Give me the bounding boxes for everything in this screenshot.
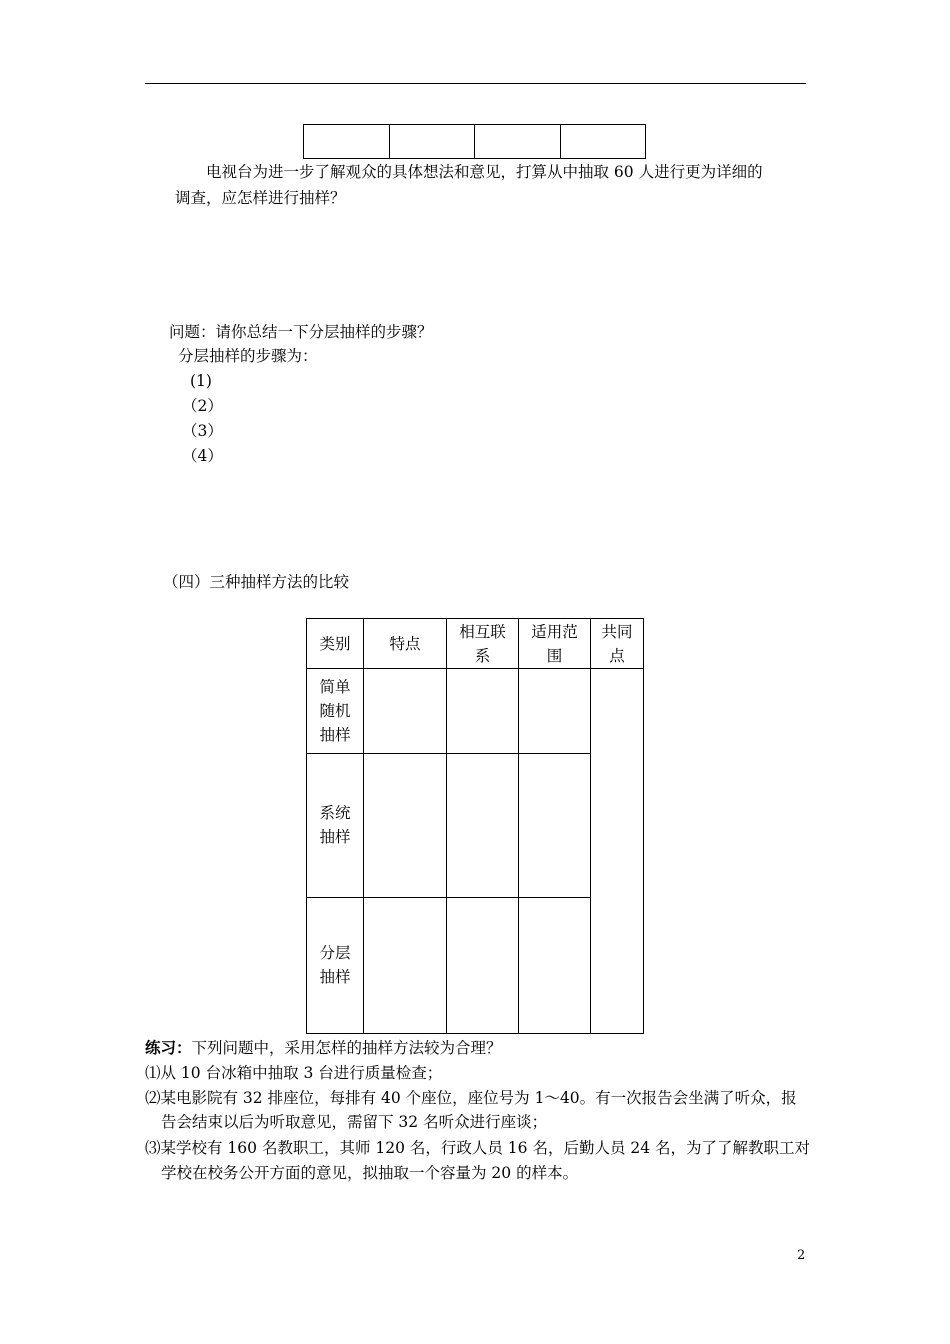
table-cell	[519, 897, 591, 1033]
top-table	[303, 124, 646, 159]
step-item: （2）	[182, 397, 223, 415]
exercise-item-cont: 告会结束以后为听取意见，需留下 32 名听众进行座谈；	[161, 1113, 548, 1131]
top-table-cell	[304, 125, 390, 159]
step-item: (1)	[190, 372, 212, 390]
table-cell	[447, 669, 519, 754]
question-text: 问题：请你总结一下分层抽样的步骤？	[169, 323, 433, 341]
top-table-cell	[389, 125, 475, 159]
exercise-intro-line	[145, 1038, 502, 1058]
header-relation: 相互联 系	[447, 619, 519, 669]
exercise-item: ⑵某电影院有 32 排座位，每排有 40 个座位，座位号为 1～40。有一次报告会坐满了听众，报	[145, 1089, 797, 1107]
table-cell	[447, 897, 519, 1033]
top-table-cell	[475, 125, 561, 159]
page-number: 2	[797, 1248, 806, 1263]
exercise-item-cont: 学校在校务公开方面的意见，拟抽取一个容量为 20 的样本。	[161, 1164, 579, 1182]
table-cell	[364, 754, 447, 897]
header-common: 共同 点	[591, 619, 644, 669]
table-cell	[364, 897, 447, 1033]
top-table-cell	[560, 125, 646, 159]
paragraph-line: 调查，应怎样进行抽样？	[175, 189, 346, 207]
table-cell	[364, 669, 447, 754]
common-cell	[591, 669, 644, 1034]
header-rule	[145, 83, 806, 84]
table-cell	[519, 669, 591, 754]
table-cell	[447, 754, 519, 897]
comparison-table	[306, 618, 644, 1034]
exercise-item: ⑴从 10 台冰箱中抽取 3 台进行质量检查；	[145, 1064, 443, 1082]
header-feature: 特点	[364, 619, 447, 669]
row-label-simple: 简单 随机 抽样	[307, 669, 364, 754]
paragraph-line: 电视台为进一步了解观众的具体想法和意见，打算从中抽取 60 人进行更为详细的	[206, 163, 763, 181]
header-category: 类别	[307, 619, 364, 669]
table-cell	[519, 754, 591, 897]
step-item: （4）	[182, 447, 223, 465]
exercise-item: ⑶某学校有 160 名教职工，其师 120 名，行政人员 16 名，后勤人员 24 名，为了了解教职工对	[145, 1139, 811, 1157]
exercise-intro: 下列问题中，采用怎样的抽样方法较为合理？	[191, 1039, 502, 1057]
steps-title: 分层抽样的步骤为：	[178, 347, 318, 365]
step-item: （3）	[182, 422, 223, 440]
section-title: （四）三种抽样方法的比较	[163, 573, 350, 591]
row-label-systematic: 系统 抽样	[307, 754, 364, 897]
exercise-label: 练习：	[145, 1038, 192, 1057]
row-label-stratified: 分层 抽样	[307, 897, 364, 1033]
header-scope: 适用范 围	[519, 619, 591, 669]
